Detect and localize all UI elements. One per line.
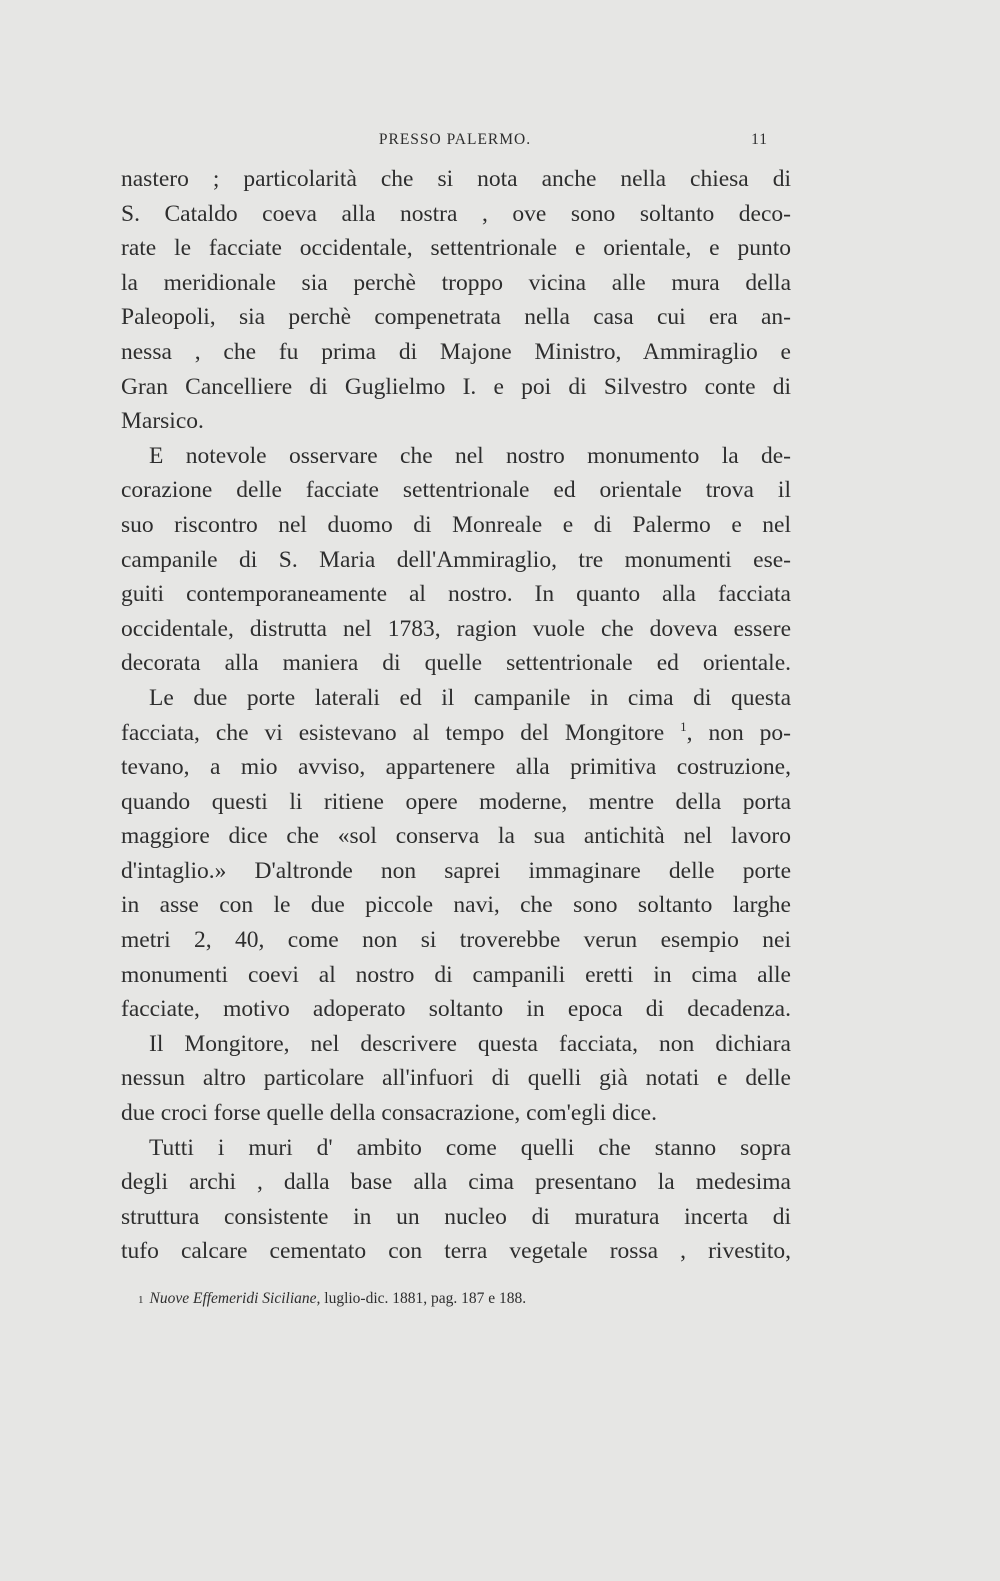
- text-line: nessa , che fu prima di Majone Ministro, Ammiraglio e: [121, 338, 791, 365]
- text-line: monumenti coevi al nostro di campanili eretti in cima alle: [121, 961, 791, 988]
- text-line: suo riscontro nel duomo di Monreale e di Palermo e nel: [121, 511, 791, 538]
- text-line: d'intaglio.» D'altronde non saprei immaginare delle porte: [121, 857, 791, 884]
- text-line: la meridionale sia perchè troppo vicina alle mura della: [121, 269, 791, 296]
- text-line: Il Mongitore, nel descrivere questa facciata, non dichiara: [149, 1030, 791, 1057]
- running-head: [120, 131, 790, 155]
- text-line: tufo calcare cementato con terra vegetale rossa , rivestito,: [121, 1238, 791, 1265]
- footnote-reference: 1: [680, 718, 687, 734]
- running-title: PRESSO PALERMO.: [378, 131, 532, 148]
- footnote-text: luglio-dic. 1881, pag. 187 e 188.: [324, 1290, 527, 1307]
- text-line: metri 2, 40, come non si troverebbe verun esempio nei: [121, 927, 791, 954]
- text-line: Tutti i muri d' ambito come quelli che stanno sopra: [149, 1134, 791, 1161]
- body-text: [121, 162, 791, 1269]
- text-line: facciate, motivo adoperato soltanto in epoca di decadenza.: [121, 996, 791, 1023]
- text-line: tevano, a mio avviso, appartenere alla primitiva costruzione,: [121, 754, 791, 781]
- text-line: campanile di S. Maria dell'Ammiraglio, tre monumenti ese-: [121, 546, 791, 573]
- footnote: [138, 1290, 698, 1308]
- text-line: Le due porte laterali ed il campanile in cima di questa: [149, 684, 791, 711]
- line-tail: , non po-: [686, 719, 792, 746]
- line-text: facciata, che vi esistevano al tempo del Mongitore: [121, 719, 665, 746]
- text-line: Paleopoli, sia perchè compenetrata nella casa cui era an-: [121, 304, 791, 331]
- text-line: nastero ; particolarità che si nota anche nella chiesa di: [121, 166, 791, 192]
- text-line: struttura consistente in un nucleo di muratura incerta di: [121, 1203, 791, 1230]
- text-line: nessun altro particolare all'infuori di quelli già notati e delle: [121, 1065, 791, 1092]
- text-line: guiti contemporaneamente al nostro. In quanto alla facciata: [121, 581, 791, 608]
- text-line: corazione delle facciate settentrionale ed orientale trova il: [121, 477, 791, 504]
- text-line: E notevole osservare che nel nostro monumento la de-: [149, 442, 791, 469]
- text-line: degli archi , dalla base alla cima presentano la medesima: [121, 1169, 791, 1196]
- text-line: quando questi li ritiene opere moderne, mentre della porta: [121, 788, 791, 815]
- text-line: maggiore dice che «sol conserva la sua antichità nel lavoro: [121, 823, 791, 850]
- text-line-with-footnote: [121, 716, 791, 751]
- footnote-title: Nuove Effemeridi Siciliane,: [149, 1290, 321, 1307]
- text-line: rate le facciate occidentale, settentrionale e orientale, e punto: [121, 235, 791, 262]
- text-line: in asse con le due piccole navi, che sono soltanto larghe: [121, 892, 791, 919]
- text-line: occidentale, distrutta nel 1783, ragion vuole che doveva essere: [121, 615, 791, 642]
- text-line: Gran Cancelliere di Guglielmo I. e poi di Silvestro conte di: [121, 373, 791, 400]
- footnote-mark: 1: [138, 1294, 144, 1306]
- text-line: due croci forse quelle della consacrazione, com'egli dice.: [121, 1100, 657, 1127]
- text-line: Marsico.: [121, 408, 204, 435]
- page-number: 11: [751, 131, 768, 148]
- text-line: decorata alla maniera di quelle settentrionale ed orientale.: [121, 650, 791, 677]
- text-line: S. Cataldo coeva alla nostra , ove sono soltanto deco-: [121, 200, 791, 227]
